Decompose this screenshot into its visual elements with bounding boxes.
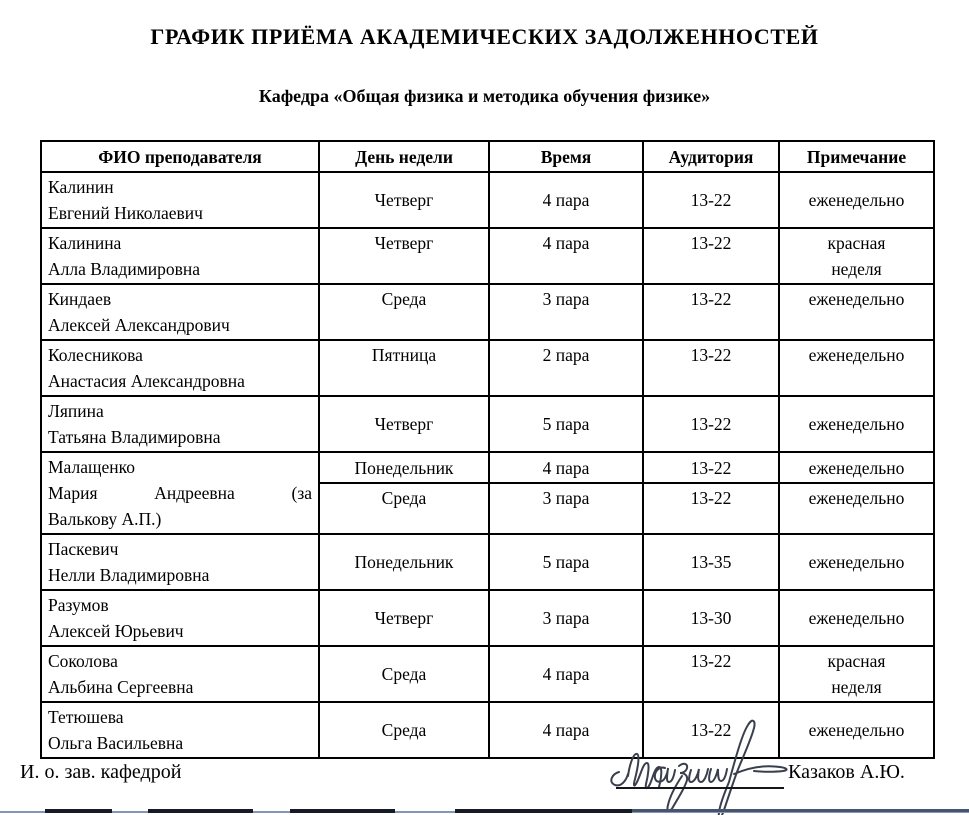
room-cell: 13-35 [643, 534, 779, 590]
day-cell: Среда [319, 646, 489, 702]
table-row [41, 340, 934, 396]
note-line: красная [827, 233, 886, 253]
table-row [41, 452, 934, 483]
room-cell: 13-22 [643, 228, 779, 284]
time-cell: 3 пара [489, 590, 643, 646]
room-cell: 13-22 [643, 396, 779, 452]
teacher-name-cell [41, 228, 319, 284]
teacher-name-line: Малащенко [48, 457, 135, 477]
day-cell: Пятница [319, 340, 489, 396]
time-cell: 2 пара [489, 340, 643, 396]
header-day: День недели [319, 141, 489, 172]
table-row [41, 396, 934, 452]
table-row [41, 646, 934, 702]
day-cell: Четверг [319, 396, 489, 452]
room-cell: 13-22 [643, 452, 779, 483]
time-cell: 4 пара [489, 646, 643, 702]
note-line: неделя [831, 259, 882, 279]
teacher-name-line: Колесникова [48, 345, 143, 365]
note-cell: еженедельно [779, 452, 934, 483]
day-cell: Четверг [319, 590, 489, 646]
cutoff-table-top-border [632, 809, 969, 812]
signature-line [616, 787, 784, 789]
teacher-name-line: Алексей Юрьевич [48, 621, 184, 641]
schedule-table-body [41, 172, 934, 758]
time-cell: 4 пара [489, 172, 643, 228]
time-cell: 5 пара [489, 396, 643, 452]
day-cell: Понедельник [319, 452, 489, 483]
room-cell: 13-22 [643, 340, 779, 396]
room-cell: 13-22 [643, 172, 779, 228]
table-row [41, 534, 934, 590]
teacher-name-line: Татьяна Владимировна [48, 427, 221, 447]
note-cell: еженедельно [779, 340, 934, 396]
header-time: Время [489, 141, 643, 172]
teacher-name-line: Паскевич [48, 539, 119, 559]
note-cell: еженедельно [779, 396, 934, 452]
header-note: Примечание [779, 141, 934, 172]
teacher-name-line: Соколова [48, 651, 118, 671]
time-cell: 3 пара [489, 483, 643, 534]
teacher-name-line: Евгений Николаевич [48, 203, 203, 223]
teacher-name-cell [41, 590, 319, 646]
note-cell: еженедельно [779, 702, 934, 758]
cutoff-table-cell-edge [455, 809, 632, 813]
time-cell: 5 пара [489, 534, 643, 590]
note-cell [779, 646, 934, 702]
teacher-name-line: Тетюшева [48, 707, 124, 727]
header-fio: ФИО преподавателя [41, 141, 319, 172]
table-row [41, 172, 934, 228]
signature-scribble [603, 718, 798, 815]
note-cell: еженедельно [779, 172, 934, 228]
department-subtitle: Кафедра «Общая физика и методика обучения физике» [258, 86, 711, 106]
signer-name: Казаков А.Ю. [788, 761, 905, 783]
time-cell: 4 пара [489, 452, 643, 483]
teacher-name-line: Альбина Сергеевна [48, 677, 194, 697]
teacher-name-cell [41, 340, 319, 396]
teacher-name-line: Киндаев [48, 289, 112, 309]
note-cell: еженедельно [779, 590, 934, 646]
teacher-name-cell [41, 534, 319, 590]
teacher-name-cell [41, 284, 319, 340]
day-cell: Среда [319, 702, 489, 758]
teacher-name-cell [41, 172, 319, 228]
day-cell: Четверг [319, 172, 489, 228]
table-row [41, 590, 934, 646]
cutoff-table-cell-edge [148, 809, 253, 813]
signer-position-label: И. о. зав. кафедрой [20, 761, 182, 783]
day-cell: Понедельник [319, 534, 489, 590]
teacher-name-cell [41, 646, 319, 702]
teacher-name-line: Валькову А.П.) [48, 509, 162, 529]
teacher-name-line: Нелли Владимировна [48, 565, 210, 585]
teacher-name-line: Ольга Васильевна [48, 733, 184, 753]
teacher-name-cell [41, 452, 319, 534]
teacher-name-line: Разумов [48, 595, 109, 615]
room-cell: 13-22 [643, 483, 779, 534]
teacher-name-line: Анастасия Александровна [48, 371, 245, 391]
table-row [41, 228, 934, 284]
cutoff-table-cell-edge [45, 809, 112, 813]
time-cell: 4 пара [489, 702, 643, 758]
page-title: ГРАФИК ПРИЁМА АКАДЕМИЧЕСКИХ ЗАДОЛЖЕННОСТЕЙ [150, 24, 819, 49]
room-cell: 13-22 [643, 702, 779, 758]
day-cell: Четверг [319, 228, 489, 284]
day-cell: Среда [319, 284, 489, 340]
teacher-name-line: Ляпина [48, 401, 104, 421]
teacher-name-line: Мария Андреевна (за [48, 483, 312, 503]
teacher-name-cell [41, 396, 319, 452]
teacher-name-cell [41, 702, 319, 758]
note-cell: еженедельно [779, 483, 934, 534]
room-cell: 13-22 [643, 646, 779, 702]
header-room: Аудитория [643, 141, 779, 172]
note-cell: еженедельно [779, 534, 934, 590]
cutoff-next-table-edge [0, 807, 969, 815]
teacher-name-line: Алла Владимировна [48, 259, 201, 279]
schedule-table [40, 140, 935, 759]
time-cell: 4 пара [489, 228, 643, 284]
table-row [41, 284, 934, 340]
note-line: неделя [831, 677, 882, 697]
teacher-name-line: Калинин [48, 177, 114, 197]
teacher-name-line: Алексей Александрович [48, 315, 230, 335]
day-cell: Среда [319, 483, 489, 534]
cutoff-table-cell-edge [290, 809, 395, 813]
teacher-name-line: Калинина [48, 233, 122, 253]
table-header-row [41, 141, 934, 172]
note-cell [779, 228, 934, 284]
note-cell: еженедельно [779, 284, 934, 340]
time-cell: 3 пара [489, 284, 643, 340]
note-line: красная [827, 651, 886, 671]
room-cell: 13-22 [643, 284, 779, 340]
room-cell: 13-30 [643, 590, 779, 646]
signature-ink-path [611, 721, 786, 815]
table-row [41, 702, 934, 758]
